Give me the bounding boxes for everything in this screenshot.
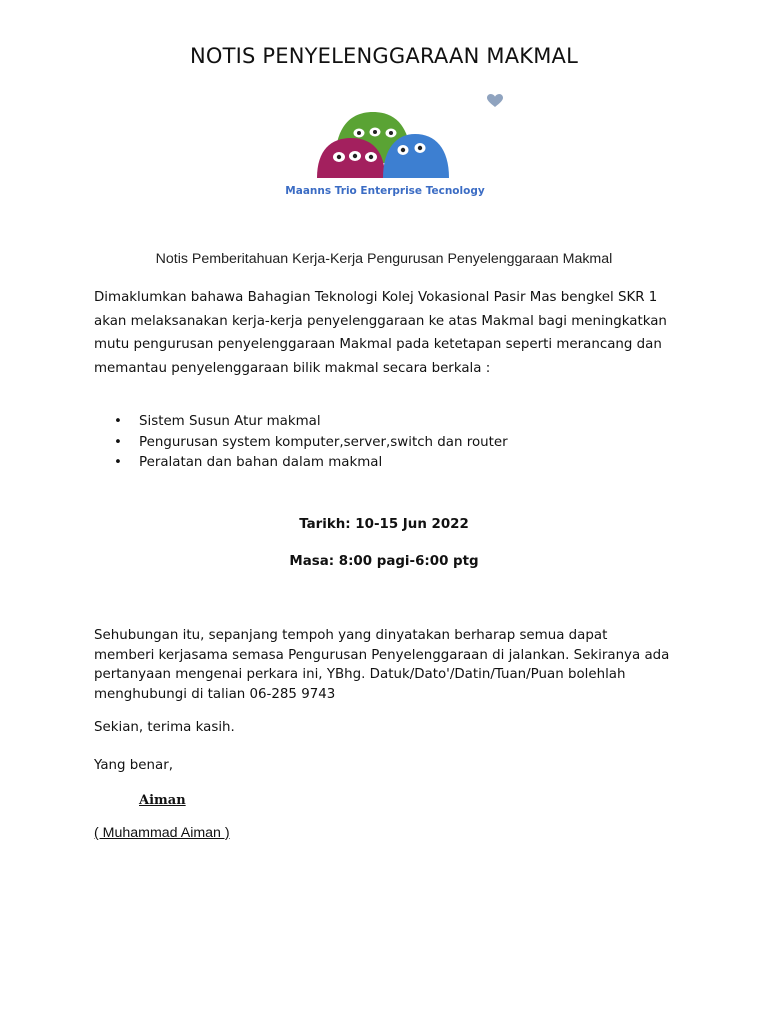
bullet-icon: • [114, 455, 122, 470]
intro-paragraph [94, 286, 684, 380]
regards-text: Yang benar, [94, 758, 173, 773]
contact-line: memberi kerjasama semasa Pengurusan Penyelenggaraan di jalankan. Sekiranya ada [94, 647, 670, 663]
logo-text: Maanns Trio Enterprise Tecnology [285, 185, 485, 197]
date-line: Tarikh: 10-15 Jun 2022 [299, 517, 469, 532]
bullet-icon: • [114, 434, 122, 450]
intro-line: akan melaksanakan kerja-kerja penyelenggaraan ke atas Makmal bagi meningkatkan [94, 313, 667, 329]
list-item-text: Sistem Susun Atur makmal [139, 414, 321, 429]
list-item-text: Pengurusan system komputer,server,switch dan router [139, 434, 508, 450]
contact-line: Sehubungan itu, sepanjang tempoh yang dinyatakan berharap semua dapat [94, 628, 608, 643]
contact-paragraph [94, 626, 694, 704]
page-title: NOTIS PENYELENGGARAAN MAKMAL [189, 44, 579, 68]
list-item-text: Peralatan dan bahan dalam makmal [139, 455, 383, 470]
signature: Aiman [139, 793, 186, 808]
notice-subtitle: Notis Pemberitahuan Kerja-Kerja Pengurusan Penyelenggaraan Makmal [155, 251, 613, 267]
company-logo [255, 108, 515, 208]
list-item [94, 412, 654, 433]
maintenance-list [94, 412, 654, 474]
heart-icon [487, 94, 503, 108]
signatory-name: ( Muhammad Aiman ) [94, 825, 230, 841]
contact-line: menghubungi di talian 06-285 9743 [94, 686, 336, 702]
time-line: Masa: 8:00 pagi-6:00 ptg [289, 554, 479, 569]
list-item [94, 453, 654, 474]
intro-line: memantau penyelenggaraan bilik makmal secara berkala : [94, 360, 491, 376]
closing-text: Sekian, terima kasih. [94, 720, 235, 735]
bullet-icon: • [114, 414, 122, 429]
intro-line: mutu pengurusan penyelenggaraan Makmal pada ketetapan seperti merancang dan [94, 337, 662, 352]
intro-line: Dimaklumkan bahawa Bahagian Teknologi Kolej Vokasional Pasir Mas bengkel SKR 1 [94, 290, 658, 305]
list-item [94, 433, 654, 454]
contact-line: pertanyaan mengenai perkara ini, YBhg. Datuk/Dato'/Datin/Tuan/Puan bolehlah [94, 667, 626, 682]
